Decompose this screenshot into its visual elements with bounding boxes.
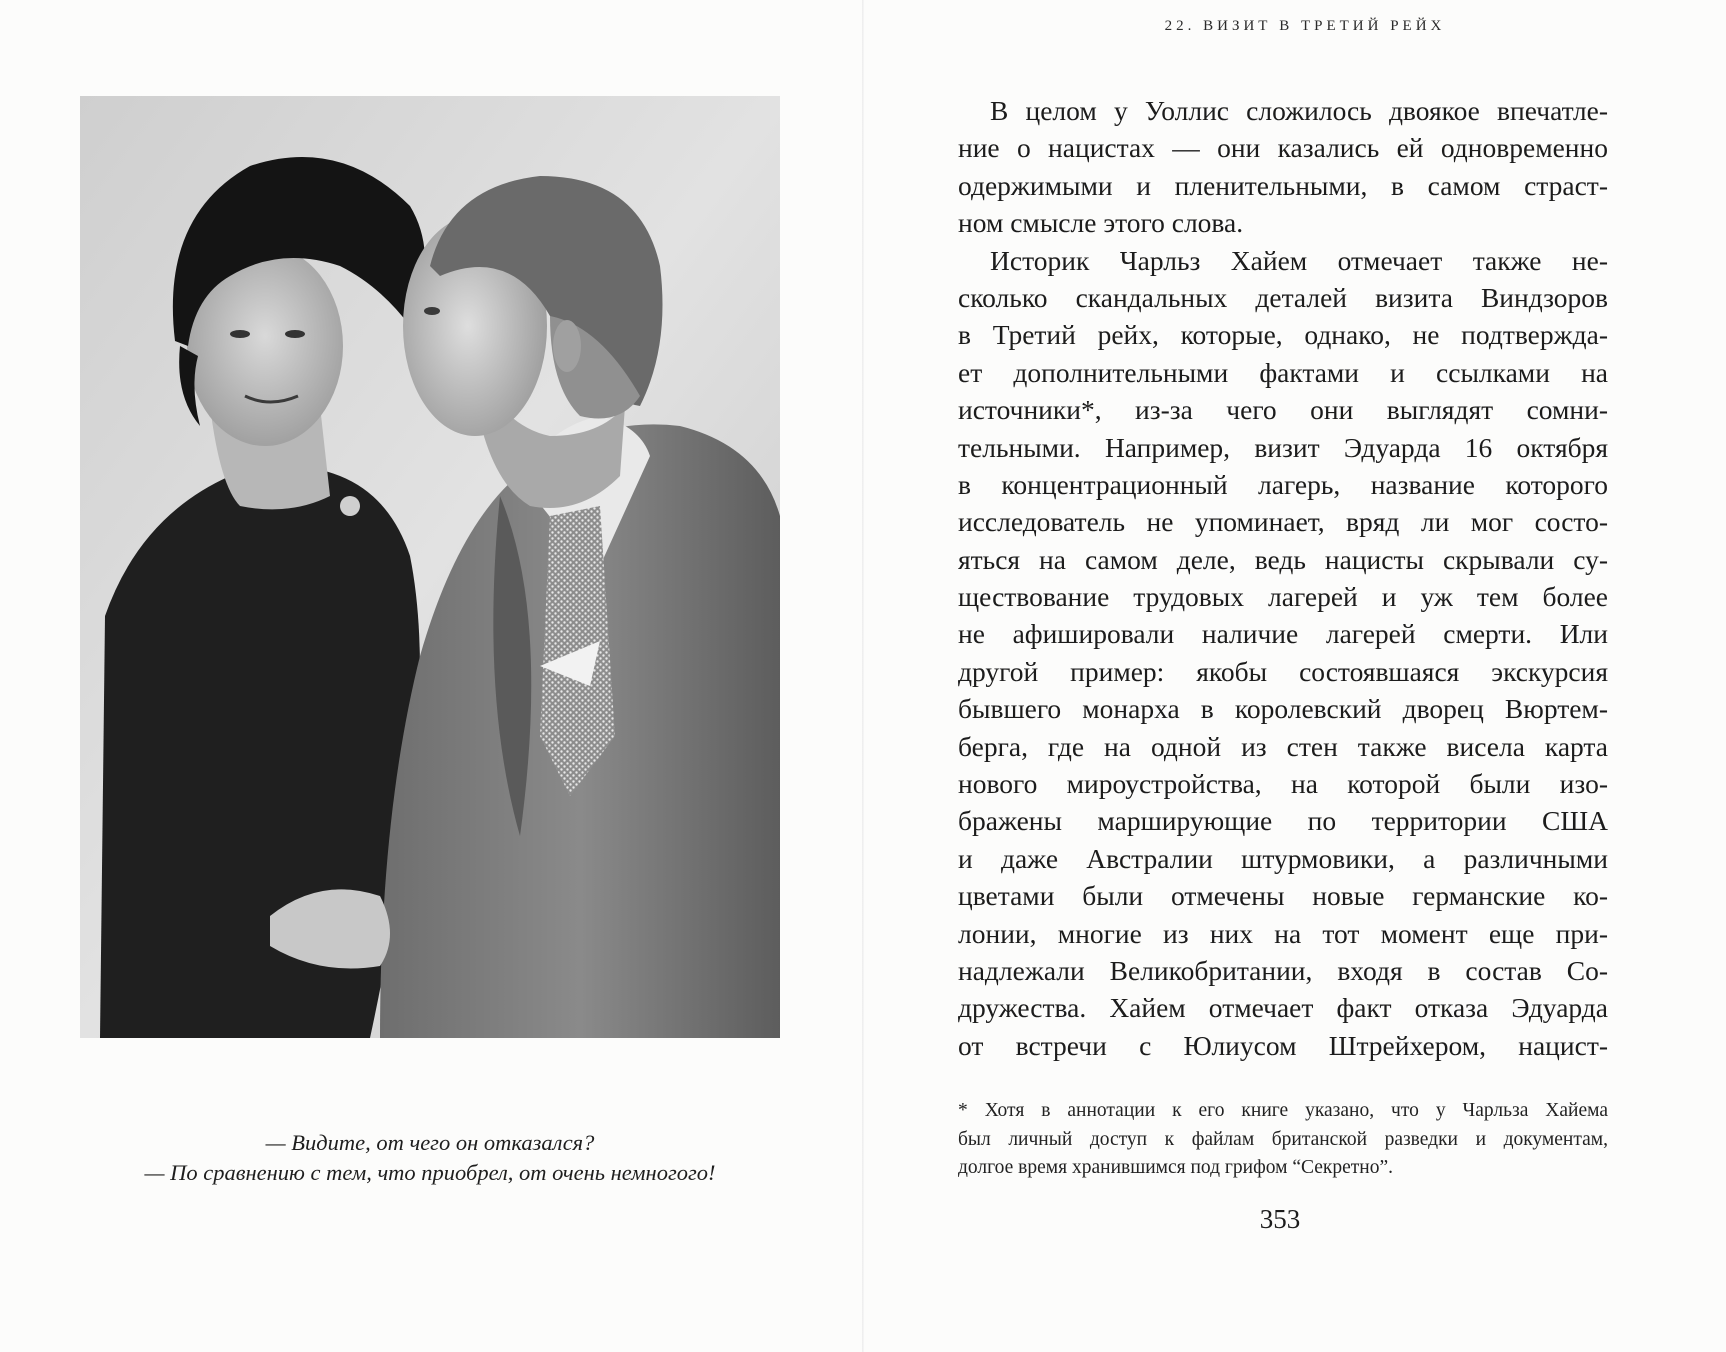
footnote-line: * Хотя в аннотации к его книге указано, что у Чарльза Хайема [958, 1100, 1608, 1121]
caption-line: — Видите, от чего он отказался? [265, 1130, 595, 1155]
text-line: бывшего монарха в королевский дворец Вюртем- [958, 693, 1608, 725]
text-line: сколько скандальных деталей визита Виндзоров [958, 281, 1608, 313]
footnote-line: был личный доступ к файлам британской разведки и документам, [958, 1128, 1608, 1150]
footnote-line: долгое время хранившимся под грифом “Секретно”. [958, 1157, 1393, 1178]
text-line: дружества. Хайем отмечает факт отказа Эдуарда [958, 992, 1608, 1024]
text-line: бражены марширующие по территории США [958, 805, 1608, 837]
text-line: тельными. Например, визит Эдуарда 16 октября [958, 431, 1608, 463]
portrait-photo-illustration [80, 96, 780, 1038]
text-line: не афишировали наличие лагерей смерти. Или [958, 618, 1608, 650]
text-line: яться на самом деле, ведь нацисты скрывали су- [958, 543, 1608, 575]
text-line: лонии, многие из них на тот момент еще при- [958, 917, 1608, 949]
text-line: исследователь не упоминает, вряд ли мог состо- [958, 506, 1608, 538]
text-line: берга, где на одной из стен также висела карта [958, 730, 1608, 762]
text-line: цветами были отмечены новые германские ко- [958, 880, 1608, 912]
body-text [958, 92, 1608, 1064]
caption-line: — По сравнению с тем, что приобрел, от очень немногого! [144, 1160, 716, 1185]
running-head: 22. ВИЗИТ В ТРЕТИЙ РЕЙХ [1164, 18, 1446, 34]
footnote [958, 1097, 1608, 1183]
text-line: нового мироустройства, на которой были изо- [958, 768, 1608, 800]
text-line: в концентрационный лагерь, название которого [958, 468, 1608, 500]
text-line: надлежали Великобритании, входя в состав Со- [958, 954, 1608, 986]
book-gutter [862, 0, 864, 1352]
portrait-photo [80, 96, 780, 1038]
text-line: другой пример: якобы состоявшаяся экскурсия [958, 655, 1608, 687]
brooch [340, 496, 360, 516]
text-line: источники*, из-за чего они выглядят сомни- [958, 394, 1608, 426]
text-line: от встречи с Юлиусом Штрейхером, нацист- [958, 1029, 1608, 1061]
text-line: ние о нацистах — они казались ей одновременно [958, 132, 1608, 164]
photo-caption [80, 1128, 780, 1188]
text-line: Историк Чарльз Хайем отмечает также не- [990, 244, 1608, 276]
page-number: 353 [1259, 1204, 1301, 1234]
text-line: ном смысле этого слова. [958, 207, 1244, 239]
text-line: в Третий рейх, которые, однако, не подтвержда- [958, 319, 1608, 351]
text-line: ет дополнительными фактами и ссылками на [958, 356, 1608, 388]
text-line: В целом у Уоллис сложилось двоякое впечатле- [990, 95, 1608, 126]
text-line: ществование трудовых лагерей и уж тем более [958, 581, 1608, 613]
text-line: и даже Австралии штурмовики, а различными [958, 842, 1608, 874]
text-line: одержимыми и пленительными, в самом страст- [958, 169, 1608, 201]
